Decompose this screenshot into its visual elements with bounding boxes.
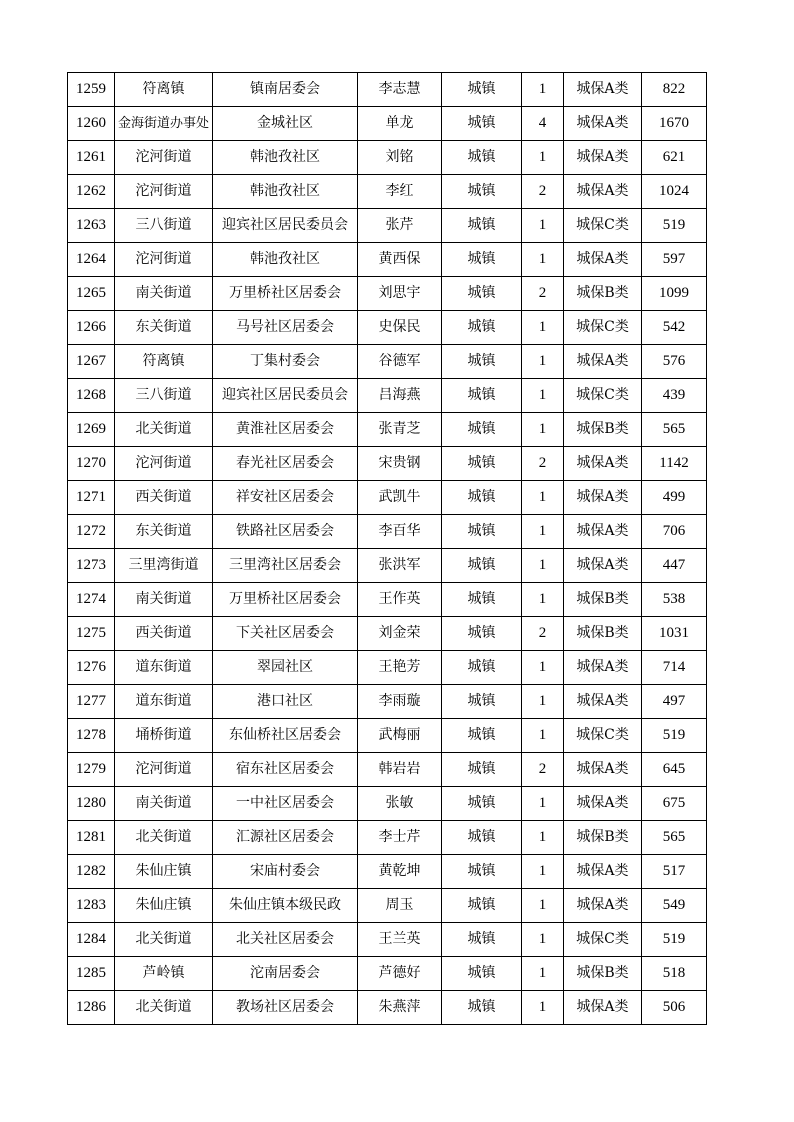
table-row (68, 141, 707, 175)
cell-area-type: 城镇 (442, 923, 522, 957)
cell-amount: 565 (642, 821, 707, 855)
cell-category: 城保A类 (564, 515, 642, 549)
cell-category: 城保A类 (564, 991, 642, 1025)
table-row (68, 583, 707, 617)
cell-category: 城保A类 (564, 889, 642, 923)
cell-area-type: 城镇 (442, 107, 522, 141)
table-row (68, 379, 707, 413)
cell-community: 镇南居委会 (213, 73, 358, 107)
cell-amount: 1142 (642, 447, 707, 481)
cell-street-office: 沱河街道 (115, 141, 213, 175)
cell-community: 教场社区居委会 (213, 991, 358, 1025)
cell-row-number: 1270 (68, 447, 115, 481)
cell-amount: 675 (642, 787, 707, 821)
cell-row-number: 1260 (68, 107, 115, 141)
cell-street-office: 三八街道 (115, 379, 213, 413)
cell-household-count: 1 (522, 923, 564, 957)
cell-area-type: 城镇 (442, 583, 522, 617)
cell-area-type: 城镇 (442, 209, 522, 243)
cell-category: 城保A类 (564, 73, 642, 107)
cell-person-name: 刘铭 (358, 141, 442, 175)
cell-category: 城保A类 (564, 787, 642, 821)
cell-category: 城保A类 (564, 651, 642, 685)
cell-amount: 1099 (642, 277, 707, 311)
cell-street-office: 符离镇 (115, 345, 213, 379)
cell-household-count: 1 (522, 787, 564, 821)
cell-person-name: 吕海燕 (358, 379, 442, 413)
table-row (68, 107, 707, 141)
cell-street-office: 北关街道 (115, 413, 213, 447)
cell-row-number: 1259 (68, 73, 115, 107)
cell-household-count: 1 (522, 481, 564, 515)
cell-community: 汇源社区居委会 (213, 821, 358, 855)
cell-household-count: 2 (522, 447, 564, 481)
cell-community: 北关社区居委会 (213, 923, 358, 957)
cell-household-count: 2 (522, 277, 564, 311)
cell-household-count: 1 (522, 889, 564, 923)
cell-community: 下关社区居委会 (213, 617, 358, 651)
cell-street-office: 南关街道 (115, 277, 213, 311)
cell-category: 城保A类 (564, 243, 642, 277)
cell-street-office: 北关街道 (115, 821, 213, 855)
cell-row-number: 1276 (68, 651, 115, 685)
cell-amount: 1024 (642, 175, 707, 209)
cell-row-number: 1269 (68, 413, 115, 447)
cell-category: 城保A类 (564, 685, 642, 719)
table-row (68, 73, 707, 107)
cell-community: 万里桥社区居委会 (213, 583, 358, 617)
cell-person-name: 刘金荣 (358, 617, 442, 651)
cell-amount: 597 (642, 243, 707, 277)
cell-category: 城保B类 (564, 277, 642, 311)
cell-category: 城保B类 (564, 583, 642, 617)
cell-row-number: 1265 (68, 277, 115, 311)
cell-community: 一中社区居委会 (213, 787, 358, 821)
cell-amount: 517 (642, 855, 707, 889)
cell-community: 三里湾社区居委会 (213, 549, 358, 583)
cell-street-office: 符离镇 (115, 73, 213, 107)
cell-category: 城保B类 (564, 957, 642, 991)
table-row (68, 175, 707, 209)
cell-person-name: 史保民 (358, 311, 442, 345)
cell-household-count: 1 (522, 73, 564, 107)
cell-street-office: 南关街道 (115, 787, 213, 821)
cell-household-count: 1 (522, 379, 564, 413)
cell-street-office: 东关街道 (115, 515, 213, 549)
cell-person-name: 谷德军 (358, 345, 442, 379)
cell-row-number: 1264 (68, 243, 115, 277)
cell-household-count: 1 (522, 651, 564, 685)
table-row (68, 243, 707, 277)
cell-category: 城保C类 (564, 719, 642, 753)
cell-area-type: 城镇 (442, 141, 522, 175)
table-row (68, 481, 707, 515)
cell-household-count: 1 (522, 413, 564, 447)
cell-person-name: 李士芹 (358, 821, 442, 855)
cell-category: 城保A类 (564, 345, 642, 379)
cell-area-type: 城镇 (442, 413, 522, 447)
cell-community: 金城社区 (213, 107, 358, 141)
cell-row-number: 1279 (68, 753, 115, 787)
cell-person-name: 周玉 (358, 889, 442, 923)
cell-area-type: 城镇 (442, 685, 522, 719)
table-row (68, 753, 707, 787)
cell-amount: 542 (642, 311, 707, 345)
cell-category: 城保A类 (564, 447, 642, 481)
cell-amount: 499 (642, 481, 707, 515)
cell-row-number: 1272 (68, 515, 115, 549)
cell-row-number: 1271 (68, 481, 115, 515)
table-row (68, 311, 707, 345)
table-row (68, 991, 707, 1025)
cell-community: 朱仙庄镇本级民政 (213, 889, 358, 923)
cell-row-number: 1280 (68, 787, 115, 821)
cell-amount: 519 (642, 923, 707, 957)
table-row (68, 413, 707, 447)
cell-category: 城保C类 (564, 209, 642, 243)
cell-row-number: 1284 (68, 923, 115, 957)
cell-person-name: 宋贵钢 (358, 447, 442, 481)
cell-household-count: 2 (522, 753, 564, 787)
cell-amount: 447 (642, 549, 707, 583)
cell-area-type: 城镇 (442, 617, 522, 651)
table-row (68, 209, 707, 243)
cell-community: 丁集村委会 (213, 345, 358, 379)
cell-row-number: 1274 (68, 583, 115, 617)
cell-person-name: 武梅丽 (358, 719, 442, 753)
cell-amount: 1031 (642, 617, 707, 651)
cell-area-type: 城镇 (442, 991, 522, 1025)
cell-household-count: 1 (522, 311, 564, 345)
cell-person-name: 张芹 (358, 209, 442, 243)
cell-person-name: 张青芝 (358, 413, 442, 447)
cell-household-count: 1 (522, 719, 564, 753)
cell-community: 东仙桥社区居委会 (213, 719, 358, 753)
cell-person-name: 李雨璇 (358, 685, 442, 719)
cell-household-count: 2 (522, 617, 564, 651)
cell-category: 城保A类 (564, 753, 642, 787)
cell-row-number: 1281 (68, 821, 115, 855)
cell-street-office: 三里湾街道 (115, 549, 213, 583)
cell-area-type: 城镇 (442, 379, 522, 413)
cell-street-office: 北关街道 (115, 991, 213, 1025)
cell-community: 港口社区 (213, 685, 358, 719)
cell-person-name: 武凯牛 (358, 481, 442, 515)
cell-area-type: 城镇 (442, 787, 522, 821)
cell-person-name: 李红 (358, 175, 442, 209)
table-row (68, 889, 707, 923)
cell-street-office: 金海街道办事处 (115, 107, 213, 141)
cell-community: 万里桥社区居委会 (213, 277, 358, 311)
cell-street-office: 南关街道 (115, 583, 213, 617)
table-row (68, 787, 707, 821)
table-row (68, 345, 707, 379)
cell-person-name: 黄乾坤 (358, 855, 442, 889)
cell-community: 祥安社区居委会 (213, 481, 358, 515)
cell-area-type: 城镇 (442, 549, 522, 583)
cell-amount: 518 (642, 957, 707, 991)
cell-person-name: 王兰英 (358, 923, 442, 957)
cell-row-number: 1277 (68, 685, 115, 719)
cell-amount: 576 (642, 345, 707, 379)
cell-community: 韩池孜社区 (213, 141, 358, 175)
cell-row-number: 1268 (68, 379, 115, 413)
cell-community: 迎宾社区居民委员会 (213, 379, 358, 413)
cell-area-type: 城镇 (442, 889, 522, 923)
cell-street-office: 沱河街道 (115, 243, 213, 277)
cell-amount: 506 (642, 991, 707, 1025)
cell-street-office: 西关街道 (115, 617, 213, 651)
cell-household-count: 1 (522, 855, 564, 889)
cell-row-number: 1261 (68, 141, 115, 175)
cell-street-office: 西关街道 (115, 481, 213, 515)
cell-person-name: 王艳芳 (358, 651, 442, 685)
cell-row-number: 1273 (68, 549, 115, 583)
cell-category: 城保B类 (564, 821, 642, 855)
table-row (68, 277, 707, 311)
cell-area-type: 城镇 (442, 345, 522, 379)
cell-community: 宋庙村委会 (213, 855, 358, 889)
cell-household-count: 1 (522, 141, 564, 175)
table-row (68, 447, 707, 481)
cell-person-name: 李志慧 (358, 73, 442, 107)
cell-category: 城保A类 (564, 549, 642, 583)
cell-row-number: 1278 (68, 719, 115, 753)
cell-category: 城保A类 (564, 141, 642, 175)
cell-category: 城保A类 (564, 175, 642, 209)
cell-household-count: 1 (522, 209, 564, 243)
cell-community: 春光社区居委会 (213, 447, 358, 481)
cell-amount: 519 (642, 719, 707, 753)
cell-community: 韩池孜社区 (213, 175, 358, 209)
cell-person-name: 刘思宇 (358, 277, 442, 311)
cell-household-count: 1 (522, 991, 564, 1025)
cell-person-name: 李百华 (358, 515, 442, 549)
cell-area-type: 城镇 (442, 515, 522, 549)
cell-community: 宿东社区居委会 (213, 753, 358, 787)
cell-area-type: 城镇 (442, 447, 522, 481)
cell-area-type: 城镇 (442, 957, 522, 991)
cell-street-office: 沱河街道 (115, 753, 213, 787)
cell-community: 铁路社区居委会 (213, 515, 358, 549)
cell-amount: 538 (642, 583, 707, 617)
cell-row-number: 1282 (68, 855, 115, 889)
cell-category: 城保C类 (564, 311, 642, 345)
cell-household-count: 1 (522, 957, 564, 991)
cell-row-number: 1275 (68, 617, 115, 651)
cell-area-type: 城镇 (442, 481, 522, 515)
table-row (68, 549, 707, 583)
cell-person-name: 韩岩岩 (358, 753, 442, 787)
cell-row-number: 1285 (68, 957, 115, 991)
table-row (68, 515, 707, 549)
table-row (68, 923, 707, 957)
cell-street-office: 北关街道 (115, 923, 213, 957)
cell-category: 城保A类 (564, 855, 642, 889)
cell-category: 城保B类 (564, 413, 642, 447)
cell-area-type: 城镇 (442, 855, 522, 889)
cell-area-type: 城镇 (442, 311, 522, 345)
cell-person-name: 单龙 (358, 107, 442, 141)
cell-community: 韩池孜社区 (213, 243, 358, 277)
cell-community: 迎宾社区居民委员会 (213, 209, 358, 243)
cell-household-count: 1 (522, 243, 564, 277)
cell-row-number: 1283 (68, 889, 115, 923)
cell-amount: 565 (642, 413, 707, 447)
table-row (68, 821, 707, 855)
cell-area-type: 城镇 (442, 73, 522, 107)
roster-body (68, 73, 707, 1025)
cell-area-type: 城镇 (442, 277, 522, 311)
cell-street-office: 朱仙庄镇 (115, 855, 213, 889)
cell-area-type: 城镇 (442, 753, 522, 787)
cell-amount: 822 (642, 73, 707, 107)
cell-amount: 645 (642, 753, 707, 787)
table-row (68, 719, 707, 753)
cell-street-office: 沱河街道 (115, 175, 213, 209)
cell-row-number: 1263 (68, 209, 115, 243)
table-row (68, 957, 707, 991)
cell-person-name: 黄西保 (358, 243, 442, 277)
cell-category: 城保B类 (564, 617, 642, 651)
cell-amount: 549 (642, 889, 707, 923)
cell-community: 沱南居委会 (213, 957, 358, 991)
cell-community: 黄淮社区居委会 (213, 413, 358, 447)
cell-household-count: 2 (522, 175, 564, 209)
cell-street-office: 道东街道 (115, 685, 213, 719)
cell-street-office: 朱仙庄镇 (115, 889, 213, 923)
cell-household-count: 1 (522, 685, 564, 719)
cell-street-office: 道东街道 (115, 651, 213, 685)
cell-area-type: 城镇 (442, 821, 522, 855)
cell-person-name: 朱燕萍 (358, 991, 442, 1025)
cell-community: 翠园社区 (213, 651, 358, 685)
cell-row-number: 1267 (68, 345, 115, 379)
cell-row-number: 1286 (68, 991, 115, 1025)
table-row (68, 855, 707, 889)
cell-street-office: 芦岭镇 (115, 957, 213, 991)
cell-category: 城保A类 (564, 481, 642, 515)
cell-community: 马号社区居委会 (213, 311, 358, 345)
cell-household-count: 1 (522, 549, 564, 583)
cell-household-count: 1 (522, 515, 564, 549)
cell-area-type: 城镇 (442, 719, 522, 753)
cell-household-count: 1 (522, 345, 564, 379)
table-row (68, 617, 707, 651)
cell-amount: 1670 (642, 107, 707, 141)
table-row (68, 685, 707, 719)
cell-amount: 714 (642, 651, 707, 685)
cell-household-count: 4 (522, 107, 564, 141)
cell-amount: 621 (642, 141, 707, 175)
cell-amount: 519 (642, 209, 707, 243)
cell-amount: 706 (642, 515, 707, 549)
cell-area-type: 城镇 (442, 175, 522, 209)
cell-person-name: 王作英 (358, 583, 442, 617)
cell-row-number: 1266 (68, 311, 115, 345)
cell-street-office: 三八街道 (115, 209, 213, 243)
cell-amount: 497 (642, 685, 707, 719)
cell-category: 城保C类 (564, 923, 642, 957)
cell-area-type: 城镇 (442, 651, 522, 685)
cell-person-name: 张洪军 (358, 549, 442, 583)
cell-street-office: 沱河街道 (115, 447, 213, 481)
cell-household-count: 1 (522, 821, 564, 855)
cell-amount: 439 (642, 379, 707, 413)
cell-street-office: 东关街道 (115, 311, 213, 345)
cell-person-name: 芦德好 (358, 957, 442, 991)
cell-row-number: 1262 (68, 175, 115, 209)
cell-street-office: 埇桥街道 (115, 719, 213, 753)
cell-category: 城保C类 (564, 379, 642, 413)
cell-area-type: 城镇 (442, 243, 522, 277)
table-row (68, 651, 707, 685)
cell-person-name: 张敏 (358, 787, 442, 821)
roster-table (67, 72, 707, 1025)
cell-category: 城保A类 (564, 107, 642, 141)
cell-household-count: 1 (522, 583, 564, 617)
